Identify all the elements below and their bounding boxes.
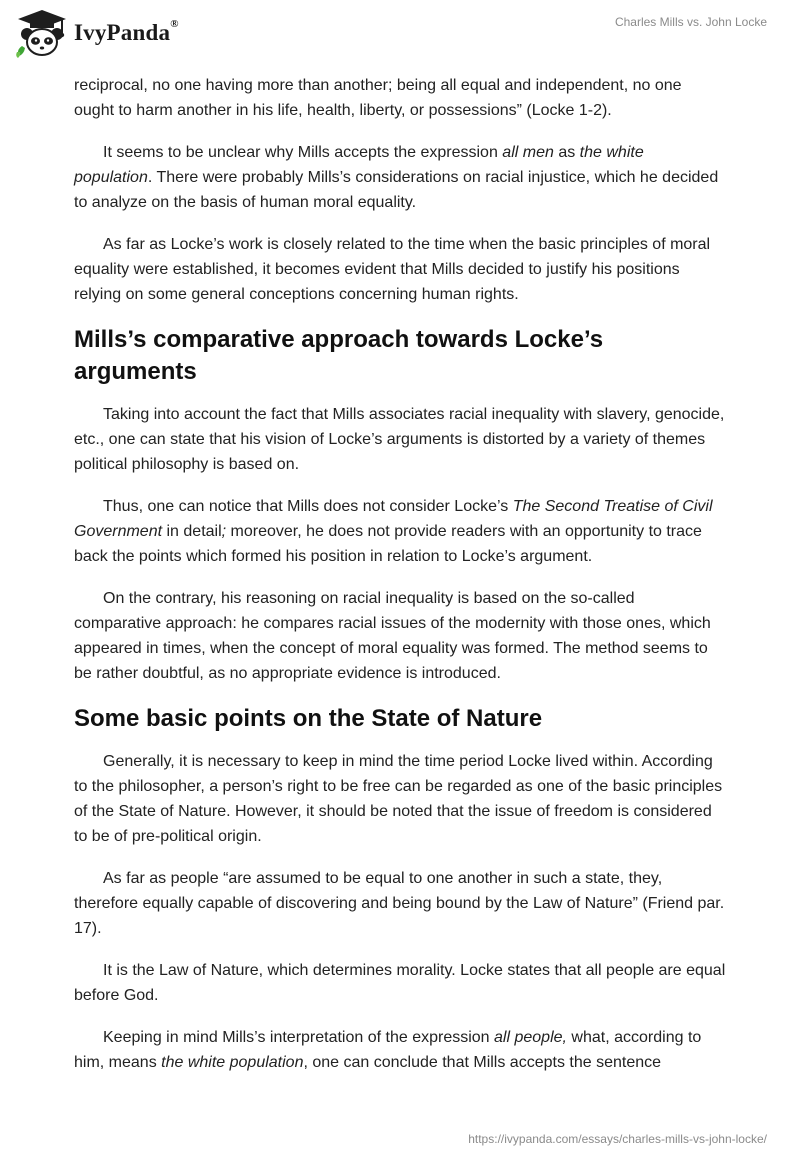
paragraph: It seems to be unclear why Mills accepts the expression all men as the white population. There were probably Mills’s considerations on racial injustice, which he decided to analyze on the basis of human moral equality. [74, 144, 719, 211]
emphasis: the white population [74, 144, 644, 186]
paragraph: Generally, it is necessary to keep in mind the time period Locke lived within. According to the philosopher, a person’s right to be free can be regarded as one of the basic principles of the State of Nature. However, it should be noted that the issue of freedom is considered to be of pre-political origin. [74, 753, 723, 845]
emphasis: all people, [494, 1029, 567, 1046]
paragraph: As far as people “are assumed to be equal to one another in such a state, they, therefore equally capable of discovering and being bound by the Law of Nature” (Friend par. 17). [74, 870, 725, 937]
emphasis: the white population [161, 1054, 304, 1071]
paragraph: reciprocal, no one having more than another; being all equal and independent, no one ought to harm another in his life, health, liberty, or possessions” (Locke 1-2). [74, 77, 682, 119]
section-heading: Some basic points on the State of Nature [74, 705, 543, 732]
paragraph: Thus, one can notice that Mills does not consider Locke’s The Second Treatise of Civil Government in detail; moreover, he does not provide readers with an opportunity to trace back the points which formed his position in relation to Locke’s argument. [74, 498, 713, 565]
paragraph: On the contrary, his reasoning on racial inequality is based on the so-called comparative approach: he compares racial issues of the modernity with those ones, which appeared in times, when the concept of moral equality was formed. The method seems to be rather doubtful, as no appropriate evidence is introduced. [74, 590, 711, 682]
paragraph: Taking into account the fact that Mills associates racial inequality with slavery, genocide, etc., one can state that his vision of Locke’s arguments is distorted by a variety of themes political philosophy is based on. [74, 406, 725, 473]
source-url[interactable]: https://ivypanda.com/essays/charles-mills-vs-john-locke/ [468, 1132, 767, 1146]
paragraph: Keeping in mind Mills’s interpretation of the expression all people, what, according to him, means the white population, one can conclude that Mills accepts the sentence [74, 1029, 702, 1071]
section-heading: Mills’s comparative approach towards Locke’s arguments [74, 326, 604, 385]
article-body [74, 73, 726, 1092]
paragraph: It is the Law of Nature, which determines morality. Locke states that all people are equal before God. [74, 962, 726, 1004]
paragraph: As far as Locke’s work is closely related to the time when the basic principles of moral equality were established, it becomes evident that Mills decided to justify his positions relying on some general conceptions concerning human rights. [74, 236, 711, 303]
brand-name: IvyPanda® [74, 18, 179, 45]
page-header [0, 0, 800, 68]
book-title: The Second Treatise of Civil Government [74, 498, 713, 540]
emphasis: all men [502, 144, 554, 161]
panda-graduate-logo-icon [14, 8, 70, 58]
logo[interactable] [14, 8, 179, 58]
document-title: Charles Mills vs. John Locke [614, 15, 767, 29]
